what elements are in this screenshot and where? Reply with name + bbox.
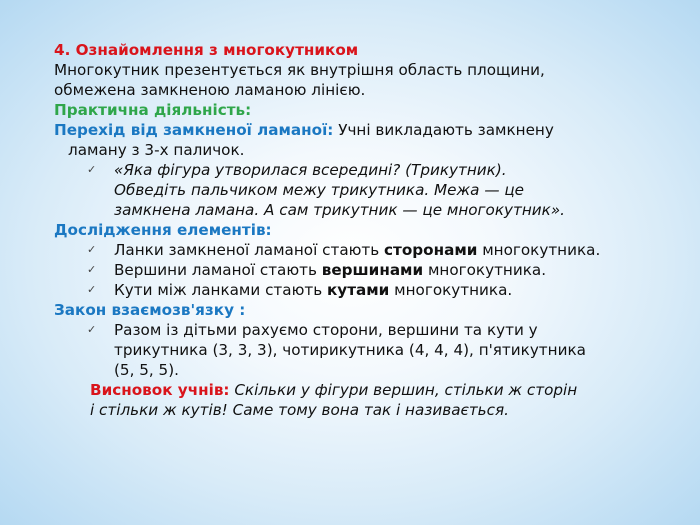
quote-line-2: Обведіть пальчиком межу трикутника. Межа — це xyxy=(114,181,525,199)
study-item-2-post: многокутника. xyxy=(423,261,547,279)
transition-text-1: Учні викладають замкнену xyxy=(333,121,554,139)
conclusion-label: Висновок учнів: xyxy=(90,381,230,399)
study-item-1-term: сторонами xyxy=(384,241,478,259)
conclusion-line-1 xyxy=(90,380,614,400)
slide-content xyxy=(54,40,614,420)
conclusion-text-2: і стільки ж кутів! Саме тому вона так і називається. xyxy=(90,401,509,419)
section-heading: 4. Ознайомлення з многокутником xyxy=(54,41,359,59)
transition-text-2: ламану з 3-х паличок. xyxy=(68,141,245,159)
study-item-1-pre: Ланки замкненої ламаної стають xyxy=(114,241,385,259)
study-heading: Дослідження елементів: xyxy=(54,221,272,239)
transition-line xyxy=(54,120,614,140)
quote-line-3: замкнена ламана. А сам трикутник — це многокутник». xyxy=(114,201,566,219)
quote-item xyxy=(54,160,614,220)
check-mark-icon: ✓ xyxy=(87,243,97,256)
study-item-2-term: вершинами xyxy=(321,261,424,279)
law-line-2: трикутника (3, 3, 3), чотирикутника (4, 4, 4), п'ятикутника xyxy=(114,341,586,359)
study-item-1 xyxy=(54,240,614,260)
study-item-1-post: многокутника. xyxy=(477,241,601,259)
law-line-3: (5, 5, 5). xyxy=(114,361,179,379)
check-mark-icon: ✓ xyxy=(87,283,97,296)
conclusion-text-1: Скільки у фігури вершин, стільки ж сторін xyxy=(229,381,578,399)
study-item-2-pre: Вершини ламаної стають xyxy=(114,261,322,279)
intro-line-1: Многокутник презентується як внутрішня область площини, xyxy=(54,61,545,79)
study-item-3-pre: Кути між ланками стають xyxy=(114,281,327,299)
intro-line-2: обмежена замкненою ламаною лінією. xyxy=(54,81,366,99)
study-item-3-post: многокутника. xyxy=(389,281,513,299)
study-item-3 xyxy=(54,280,614,300)
check-mark-icon: ✓ xyxy=(87,163,97,176)
law-heading: Закон взаємозв'язку : xyxy=(54,301,246,319)
check-mark-icon: ✓ xyxy=(87,323,97,336)
check-mark-icon: ✓ xyxy=(87,263,97,276)
transition-label: Перехід від замкненої ламаної: xyxy=(54,121,334,139)
law-item xyxy=(54,320,614,380)
study-item-3-term: кутами xyxy=(327,281,390,299)
study-item-2 xyxy=(54,260,614,280)
conclusion xyxy=(54,380,614,420)
practical-heading: Практична діяльність: xyxy=(54,101,252,119)
law-line-1: Разом із дітьми рахуємо сторони, вершини та кути у xyxy=(114,321,538,339)
quote-line-1: «Яка фігура утворилася всередині? (Трикутник). xyxy=(114,161,507,179)
